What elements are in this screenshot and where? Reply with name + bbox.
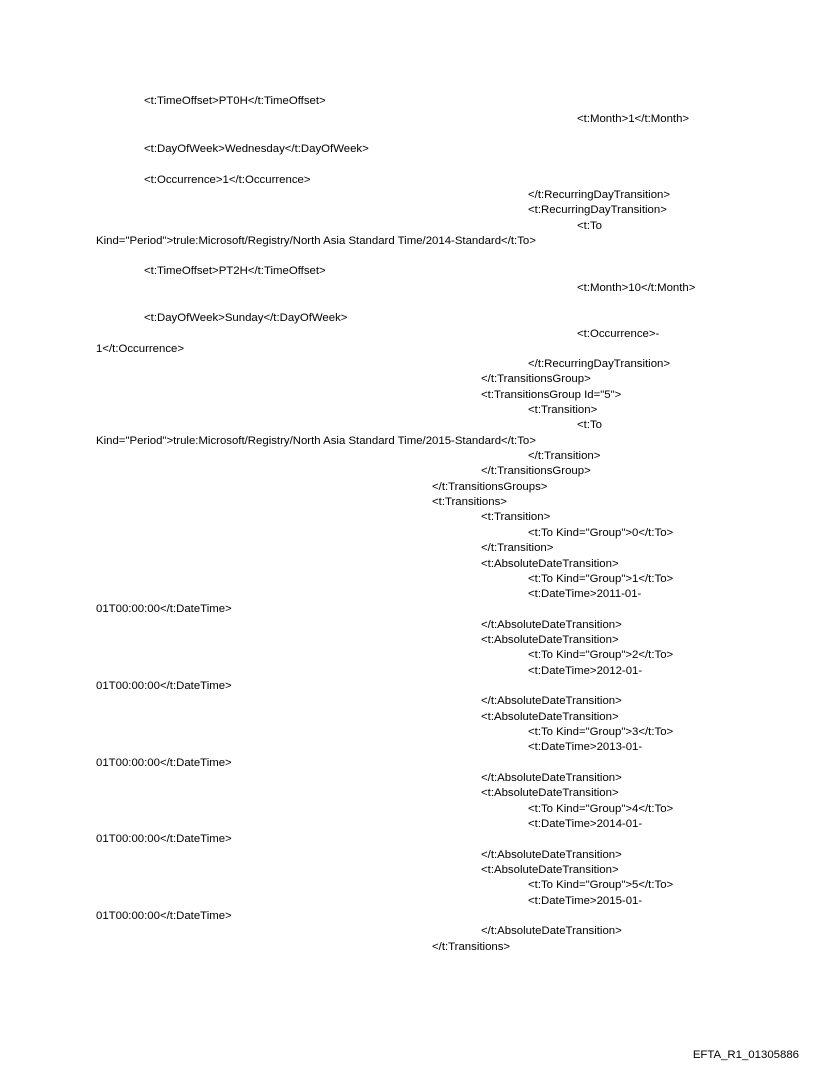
text-line: </t:AbsoluteDateTransition>	[481, 772, 622, 784]
text-line: Kind="Period">trule:Microsoft/Registry/North Asia Standard Time/2014-Standard</t:To>	[96, 235, 536, 247]
text-line: </t:AbsoluteDateTransition>	[481, 849, 622, 861]
text-line: </t:AbsoluteDateTransition>	[481, 619, 622, 631]
text-line: 01T00:00:00</t:DateTime>	[96, 757, 232, 769]
text-line: </t:AbsoluteDateTransition>	[481, 695, 622, 707]
text-line: <t:Month>10</t:Month>	[577, 282, 696, 294]
text-line: <t:To Kind="Group">1</t:To>	[528, 573, 674, 585]
text-line: <t:To Kind="Group">3</t:To>	[528, 726, 674, 738]
text-line: <t:To	[577, 220, 603, 232]
text-line: <t:AbsoluteDateTransition>	[481, 711, 619, 723]
text-line: <t:RecurringDayTransition>	[528, 204, 667, 216]
text-line: <t:TimeOffset>PT2H</t:TimeOffset>	[144, 265, 326, 277]
text-line: 1</t:Occurrence>	[96, 343, 185, 355]
text-line: <t:Occurrence>-	[577, 328, 660, 340]
text-line: <t:To	[577, 419, 603, 431]
text-line: </t:TransitionsGroup>	[481, 465, 591, 477]
text-line: <t:AbsoluteDateTransition>	[481, 558, 619, 570]
text-line: 01T00:00:00</t:DateTime>	[96, 833, 232, 845]
text-line: <t:Transition>	[528, 404, 598, 416]
text-line: <t:To Kind="Group">0</t:To>	[528, 527, 674, 539]
text-line: Kind="Period">trule:Microsoft/Registry/North Asia Standard Time/2015-Standard</t:To>	[96, 435, 536, 447]
text-line: <t:DayOfWeek>Sunday</t:DayOfWeek>	[144, 312, 348, 324]
text-line: <t:TransitionsGroup Id="5">	[481, 389, 622, 401]
text-line: 01T00:00:00</t:DateTime>	[96, 603, 232, 615]
text-line: <t:To Kind="Group">2</t:To>	[528, 649, 674, 661]
text-line: <t:To Kind="Group">4</t:To>	[528, 803, 674, 815]
text-line: <t:TimeOffset>PT0H</t:TimeOffset>	[144, 95, 326, 107]
text-line: <t:DateTime>2014-01-	[528, 818, 643, 830]
text-line: </t:RecurringDayTransition>	[528, 189, 671, 201]
text-line: <t:AbsoluteDateTransition>	[481, 787, 619, 799]
text-line: </t:TransitionsGroups>	[432, 481, 548, 493]
text-line: </t:RecurringDayTransition>	[528, 358, 671, 370]
text-line: <t:Month>1</t:Month>	[577, 113, 690, 125]
text-line: <t:To Kind="Group">5</t:To>	[528, 879, 674, 891]
text-line: <t:DateTime>2015-01-	[528, 895, 643, 907]
text-line: </t:AbsoluteDateTransition>	[481, 925, 622, 937]
text-line: <t:AbsoluteDateTransition>	[481, 634, 619, 646]
text-line: <t:DayOfWeek>Wednesday</t:DayOfWeek>	[144, 143, 369, 155]
text-line: </t:Transition>	[481, 542, 554, 554]
text-line: <t:Transitions>	[432, 496, 507, 508]
text-line: <t:DateTime>2012-01-	[528, 665, 643, 677]
text-line: <t:DateTime>2013-01-	[528, 741, 643, 753]
text-line: <t:DateTime>2011-01-	[528, 588, 642, 600]
text-line: <t:AbsoluteDateTransition>	[481, 864, 619, 876]
text-line: <t:Occurrence>1</t:Occurrence>	[144, 174, 311, 186]
text-line: 01T00:00:00</t:DateTime>	[96, 680, 232, 692]
text-line: </t:Transitions>	[432, 941, 511, 953]
text-line: </t:TransitionsGroup>	[481, 373, 591, 385]
document-id-footer: EFTA_R1_01305886	[692, 1049, 799, 1061]
text-line: 01T00:00:00</t:DateTime>	[96, 910, 232, 922]
text-line: <t:Transition>	[481, 511, 551, 523]
text-line: </t:Transition>	[528, 450, 601, 462]
